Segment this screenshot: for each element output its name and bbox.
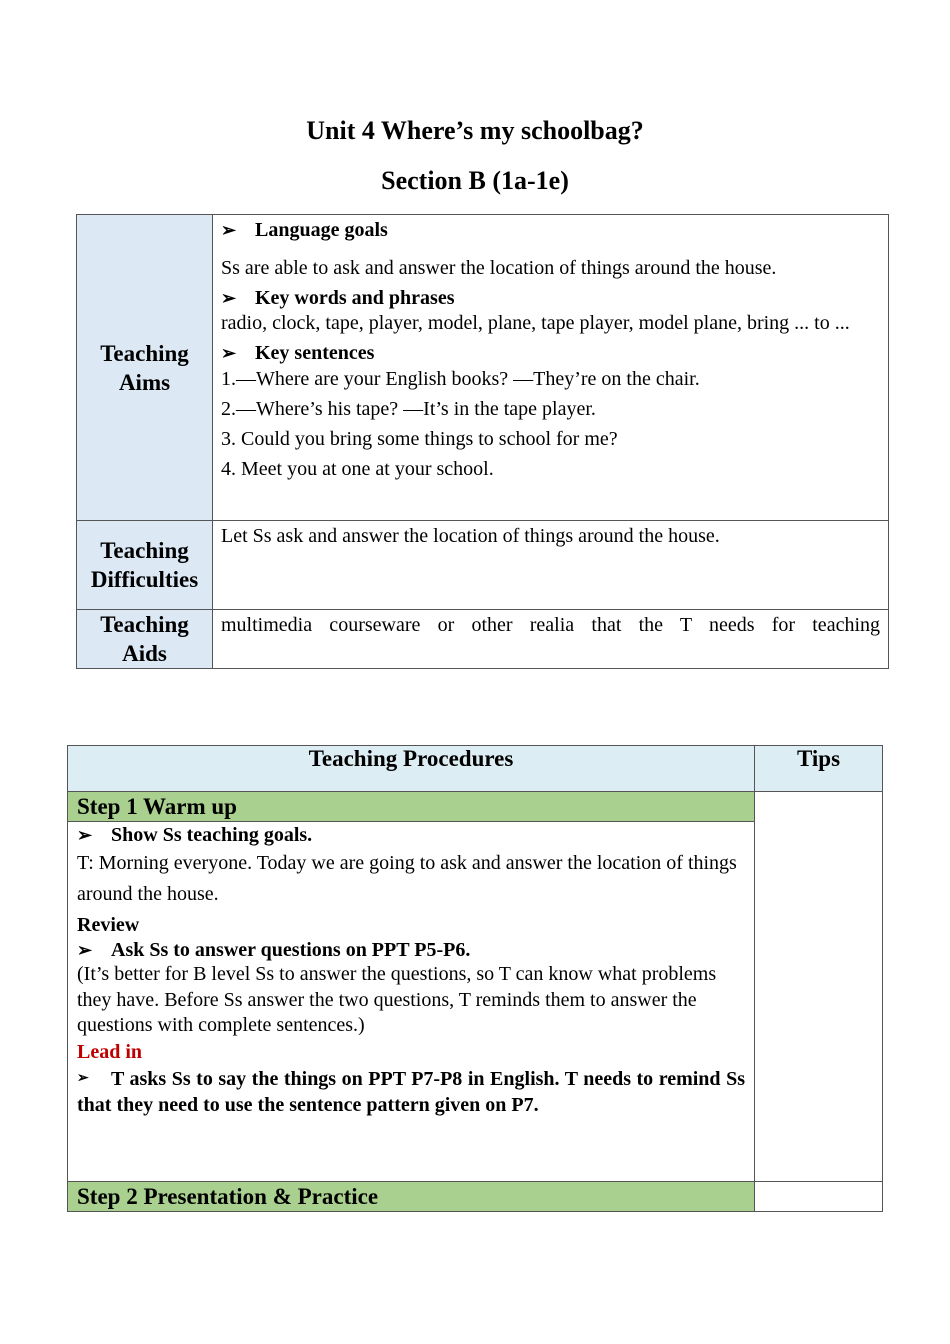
- arrow-bullet-icon: ➢: [77, 1070, 89, 1086]
- teaching-aims-label: Teaching Aims: [77, 215, 213, 521]
- teaching-difficulties-label: Teaching Difficulties: [77, 521, 213, 610]
- ask-ss-line: ➢ Ask Ss to answer questions on PPT P5-P6.: [77, 938, 471, 961]
- sentence-3: 3. Could you bring some things to school for me?: [221, 428, 618, 450]
- teaching-difficulties-content: Let Ss ask and answer the location of things around the house.: [213, 521, 889, 610]
- arrow-bullet-icon: ➢: [77, 939, 93, 960]
- tips-header: Tips: [755, 746, 883, 792]
- sentence-4: 4. Meet you at one at your school.: [221, 458, 494, 480]
- language-goals-text: Ss are able to ask and answer the location of things around the house.: [221, 257, 777, 279]
- step-1-content: [68, 822, 755, 1182]
- review-heading: Review: [77, 914, 140, 936]
- section-subtitle: Section B (1a-1e): [381, 166, 569, 195]
- language-goals-heading: ➢ Language goals: [221, 215, 880, 245]
- review-note: (It’s better for B level Ss to answer the questions, so T can know what problems they have. Before Ss answer the two questions, T reminds them to answer the questions with complete sentences.): [77, 963, 717, 1036]
- page-title: Unit 4 Where’s my schoolbag?: [306, 116, 644, 145]
- key-words-text: radio, clock, tape, player, model, plane, tape player, model plane, bring ... to ...: [221, 312, 850, 334]
- aims-table: [76, 214, 889, 669]
- teacher-greeting: T: Morning everyone. Today we are going to ask and answer the location of things around the house.: [77, 852, 737, 905]
- arrow-bullet-icon: ➢: [221, 343, 237, 363]
- arrow-bullet-icon: ➢: [77, 824, 93, 845]
- tips-cell-step-1: [755, 792, 883, 1182]
- sentence-1: 1.—Where are your English books? —They’re on the chair.: [221, 368, 700, 390]
- procedures-table: [67, 745, 883, 1212]
- arrow-bullet-icon: ➢: [221, 220, 237, 240]
- step-1-heading: Step 1 Warm up: [68, 792, 755, 822]
- tips-cell-step-2: [755, 1182, 883, 1212]
- arrow-bullet-icon: ➢: [221, 288, 237, 308]
- teaching-aids-label: Teaching Aids: [77, 610, 213, 669]
- sentence-2: 2.—Where’s his tape? —It’s in the tape player.: [221, 398, 596, 420]
- key-sentences-heading: ➢ Key sentences: [221, 338, 880, 368]
- teaching-aids-content: multimedia courseware or other realia that the T needs for teaching: [213, 610, 889, 669]
- key-words-heading: ➢ Key words and phrases: [221, 283, 880, 313]
- lead-in-task: ➢ T asks Ss to say the things on PPT P7-P8 in English. T needs to remind Ss that they need to use the sentence pattern given on P7.: [77, 1067, 745, 1116]
- lead-in-heading: Lead in: [77, 1040, 143, 1063]
- procedures-header: Teaching Procedures: [68, 746, 755, 792]
- teaching-aims-content: [213, 215, 889, 521]
- step-2-heading: Step 2 Presentation & Practice: [68, 1182, 755, 1212]
- show-goals-line: ➢ Show Ss teaching goals.: [77, 823, 313, 846]
